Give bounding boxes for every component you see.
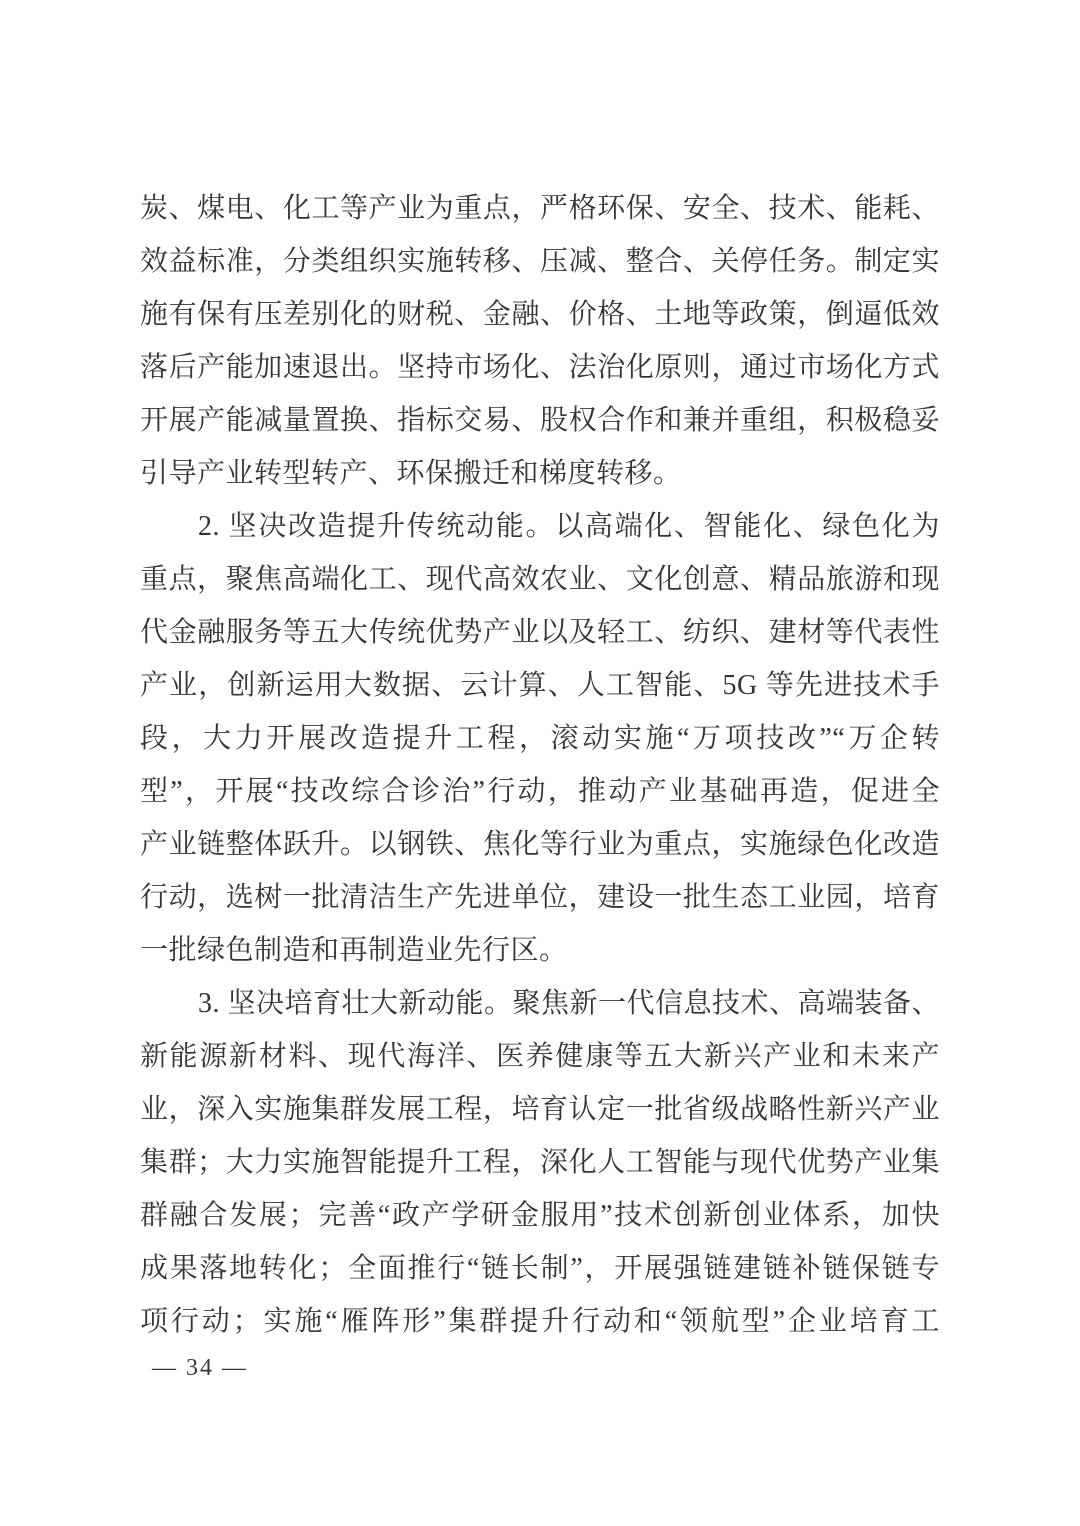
text-line: 集群；大力实施智能提升工程，深化人工智能与现代优势产业集: [140, 1147, 940, 1178]
text-line: 群融合发展；完善“政产学研金服用”技术创新创业体系，加快: [140, 1200, 940, 1231]
text-line: 产业，创新运用大数据、云计算、人工智能、5G 等先进技术手: [140, 670, 940, 701]
text-line: 业，深入实施集群发展工程，培育认定一批省级战略性新兴产业: [140, 1094, 940, 1125]
text-line: 产业链整体跃升。以钢铁、焦化等行业为重点，实施绿色化改造: [140, 829, 940, 860]
text-line: 代金融服务等五大传统优势产业以及轻工、纺织、建材等代表性: [140, 617, 940, 648]
text-line: 重点，聚焦高端化工、现代高效农业、文化创意、精品旅游和现: [140, 564, 940, 595]
text-line-paragraph-3-start: 3. 坚决培育壮大新动能。聚焦新一代信息技术、高端装备、: [198, 988, 941, 1019]
text-line: 型”，开展“技改综合诊治”行动，推动产业基础再造，促进全: [140, 776, 940, 807]
text-line: 开展产能减量置换、指标交易、股权合作和兼并重组，积极稳妥: [140, 405, 940, 436]
text-line: 新能源新材料、现代海洋、医养健康等五大新兴产业和未来产: [140, 1041, 940, 1072]
text-line: 段，大力开展改造提升工程，滚动实施“万项技改”“万企转: [140, 723, 940, 754]
document-text-block: [140, 182, 940, 1348]
text-line: 炭、煤电、化工等产业为重点，严格环保、安全、技术、能耗、: [140, 193, 940, 224]
text-line: 项行动；实施“雁阵形”集群提升行动和“领航型”企业培育工: [140, 1306, 940, 1337]
page-number: — 34 —: [152, 1355, 248, 1381]
text-line: 一批绿色制造和再制造业先行区。: [140, 935, 568, 966]
text-line: 落后产能加速退出。坚持市场化、法治化原则，通过市场化方式: [140, 352, 940, 383]
text-line: 行动，选树一批清洁生产先进单位，建设一批生态工业园，培育: [140, 882, 940, 913]
text-line: 引导产业转型转产、环保搬迁和梯度转移。: [140, 458, 682, 489]
text-line: 成果落地转化；全面推行“链长制”，开展强链建链补链保链专: [140, 1253, 940, 1284]
text-line: 施有保有压差别化的财税、金融、价格、土地等政策，倒逼低效: [140, 299, 940, 330]
text-line: 效益标准，分类组织实施转移、压减、整合、关停任务。制定实: [140, 246, 940, 277]
text-line-paragraph-2-start: 2. 坚决改造提升传统动能。以高端化、智能化、绿色化为: [198, 511, 940, 542]
